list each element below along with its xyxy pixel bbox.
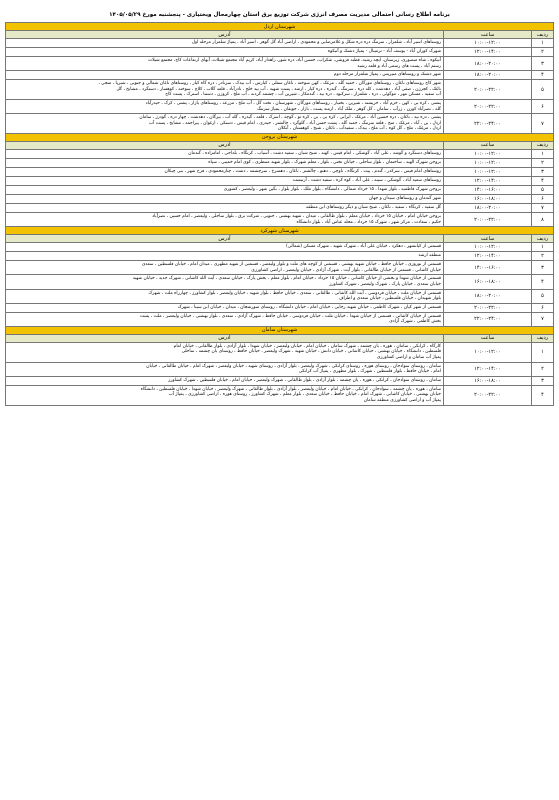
table-row [6, 362, 554, 376]
table-row [6, 149, 554, 158]
section-header [6, 326, 554, 334]
address-line: گله ، نصرآباد کورن ، زرآب ، سامان ، گل گوهر ، ملک آباد ، ارمند پست ، بازار ، جونقان ، پمپاژ سرتنگ [256, 106, 441, 112]
address-line: خیابان کاشانی ، قسمتی از خیابان طالقانی ، بلوار آیت ، شهرک آزادی ، خیابان ولیعصر ، اراضی کشاورزی [251, 267, 441, 273]
row-address [6, 212, 444, 226]
address-line: اردل ، بن ، آباد ، مرغک ، منج ، قلعه سرتنگ ، جمبه گله ، پست حسن آباد ، گلوگرد ، چالشتر ، حیدری ، امام قیس ، دستکی ، ارغوان ، پیراحمد ، مشایخ ، پست آب [148, 120, 441, 126]
section-title: شهرستان سامان [6, 326, 554, 334]
table-row [6, 99, 554, 113]
address-line: قسمتی از خیابان کاشانی ، قسمتی از خیابان شهدا ، خیابان ملت ، خیابان فردوسی ، خیابان حافظ ، شهرک آزادی ، سعدی ، بلوار بهشتی ، خیابان ولیعصر ، ملت ، پست [139, 313, 441, 319]
address-line: منطقه ارشد [418, 253, 441, 259]
schedule-table [5, 22, 554, 406]
row-address [6, 289, 444, 303]
row-number: ۷ [532, 312, 554, 326]
address-line: قسمتی از کیانشهر ، دهکرد ، خیابان علی آباد ، شهرک شهید ، شهرک مسکن (شمالی) [286, 244, 441, 250]
table-row [6, 176, 554, 185]
table-row [6, 71, 554, 80]
row-address [6, 167, 444, 176]
row-time: ۲۰:۰۰-۲۲:۰۰ [444, 80, 532, 100]
table-row [6, 114, 554, 134]
address-line: رستم آباد ، پست های رسمی آباد و قلعه رشید [357, 63, 441, 69]
row-time: ۱۶:۰۰-۱۸:۰۰ [444, 275, 532, 289]
address-header: آدرس [6, 334, 444, 342]
row-time: ۱۸:۰۰-۲۰:۰۰ [444, 71, 532, 80]
row-time: ۲۰:۰۰-۲۲:۰۰ [444, 212, 532, 226]
row-address [6, 385, 444, 405]
address-line: بروجن شهرک فاطمیه ، بلوار شهدا ، ۱۵ خرداد شمالی ، دانشگاه ، بلوار ملک ، بلوار بلوار ، نگین شهر ، ولیعصر ، کشوری [223, 187, 441, 193]
time-header: ساعت [444, 31, 532, 39]
section-title: شهرستان بروجن [6, 133, 554, 141]
row-number: ۴ [532, 385, 554, 405]
page-title: برنامه اطلاع رسانی احتمالی مدیریت مصرف انرژی شرکت توزیع برق استان چهارمحال وبختیاری - پنجشنبه مورخ ۱۴۰۵/۰۵/۲۹ [109, 12, 450, 18]
row-time: ۱۶:۰۰-۱۸:۰۰ [444, 376, 532, 385]
row-time: ۱۲:۰۰-۱۴:۰۰ [444, 362, 532, 376]
row-address [6, 149, 444, 158]
section-header [6, 227, 554, 235]
address-line: سامان ، هوره ، یان چشمه ، سوادجان ، کرانکی ، خیابان امام ، خیابان ولیعصر ، بلوار آزادی ، بلوار طالقانی ، شهرک ولیعصر ، خیابان شهدا ، خیابان فلسطین ، دانشگاه [140, 386, 441, 392]
address-line: خیابان بهشتی ، خیابان کاشانی ، شهرک امام ، خیابان حافظ ، خیابان سعدی ، بلوار معلم ، شهرک کشاورز ، روستای هوره ، اراضی کشاورزی ، پمپاژ آب [168, 392, 441, 398]
address-line: آتیکوه ، شاه منصوری، زیرستان، ایچه رشید، قطبه فروشی، شکراب، حسین آباد، دره شور، راهدار آباد، کریم آباد مجتمع شیلات، آبهای ارتفاعات کاج، مجتمع شیلات [147, 58, 441, 63]
address-line: شهر دشتک و روستاهای منیریس ، پمپاژ شلمزار مرحله دوم [333, 72, 441, 78]
column-header-row [6, 31, 554, 39]
table-row [6, 203, 554, 212]
address-line: روستاهای اسیر آباد ، شلمزار ، سرتنگ دره دره شکل و غلامرضایی و محمودی ، اراضی آباد گل گوهر ، اسیر آباد ، پمپاژ شلمزار مرحله اول [191, 40, 441, 46]
row-time: ۲۲:۰۰-۲۴:۰۰ [444, 312, 532, 326]
row-time: ۱۸:۰۰-۲۰:۰۰ [444, 289, 532, 303]
table-row [6, 252, 554, 261]
address-line: قسمتی از خیابان ملت ، خیابان فردوسی ، آیت الله کاشانی ، طالقانی ، سعدی ، خیابان حافظ ، بلوار شهید ، خیابان ولیعصر ، بلوار کشاورز ، چهارراه ملت ، شهرک [148, 290, 441, 296]
table-row [6, 158, 554, 167]
row-number: ۴ [532, 176, 554, 185]
table-row [6, 342, 554, 362]
table-row [6, 303, 554, 312]
row-address [6, 194, 444, 203]
row-time: ۱۶:۰۰-۱۸:۰۰ [444, 194, 532, 203]
row-address [6, 303, 444, 312]
table-row [6, 194, 554, 203]
time-header: ساعت [444, 141, 532, 149]
row-number: ۵ [532, 80, 554, 100]
row-number: ۱ [532, 243, 554, 252]
table-row [6, 39, 554, 48]
table-row [6, 185, 554, 194]
address-line: شهرک کوران آباد - یوسف آباد - ترمینال - پمپاژ دشتک و آتیکوه [327, 49, 441, 55]
column-header-row [6, 141, 554, 149]
row-address [6, 203, 444, 212]
address-line: شهر کاج روستاهای ناغان ، روستاهای مورگان ، جمبه گله ، مرغک ، کهن سوخته ، ناغان سفلی ، کیارس ، آب بیدک ، سرنادر ، دره گاه کیار ، روستاهای ناغان شمالی و جنوبی ، شیرپا ، منجی ، [98, 81, 441, 87]
address-line: روستاهای امام قیس ، سرکدر ، گندم ، پیت ، کرتگاه ، ناوچی ، دهنو ، چالشتر ، ناغان ، دهسرخ ، سرچشمه ، دشت ، چنارمحمودی ، فرخ شهر ، بنی چیکان [164, 169, 441, 175]
address-line: سامان ، روستای سوادجان ، کرانکی ، هوره ، یان چشمه ، بلوار آزادی ، بلوار طالقانی ، شهرک ولیعصر ، خیابان امام ، خیابان فلسطین ، شهرک کشاورز [168, 378, 441, 384]
row-address [6, 185, 444, 194]
table-row [6, 57, 554, 71]
row-time: ۱۰:۰۰-۱۲:۰۰ [444, 39, 532, 48]
address-line: خیابان سعدی ، خیابان پارک ، شهرک ولیعصر ، شهرک کشاورز [329, 281, 441, 287]
row-number: ۳ [532, 57, 554, 71]
row-address [6, 48, 444, 57]
address-header: آدرس [6, 31, 444, 39]
row-number: ۱ [532, 149, 554, 158]
row-address [6, 261, 444, 275]
table-row [6, 212, 554, 226]
row-time: ۱۰:۰۰-۱۲:۰۰ [444, 243, 532, 252]
address-line: حکیم ، سعادت ، مرکز شهر ، شهرک ۱۵ خرداد ، محله عباس آباد ، بلوار دانشگاه [296, 219, 441, 225]
section-title: شهرستان شهرکرد [6, 227, 554, 235]
row-address [6, 275, 444, 289]
table-row [6, 385, 554, 405]
row-time: ۱۰:۰۰-۱۲:۰۰ [444, 167, 532, 176]
row-time: ۲۲:۰۰-۲۴:۰۰ [444, 114, 532, 134]
row-number: ۲ [532, 362, 554, 376]
time-header: ساعت [444, 334, 532, 342]
row-address [6, 71, 444, 80]
time-header: ساعت [444, 235, 532, 243]
row-time: ۲۰:۰۰-۲۲:۰۰ [444, 303, 532, 312]
row-number: ۷ [532, 203, 554, 212]
row-address [6, 243, 444, 252]
radif-header: ردیف [532, 31, 554, 39]
row-number: ۳ [532, 261, 554, 275]
address-line: پمپاژ آب و اراضی کشاورزی منطقه سامان [363, 398, 441, 404]
section-header [6, 23, 554, 31]
row-address [6, 252, 444, 261]
row-number: ۱ [532, 39, 554, 48]
row-number: ۴ [532, 71, 554, 80]
table-row [6, 167, 554, 176]
address-header: آدرس [6, 235, 444, 243]
address-line: بروجن خیابان امام ، خیابان ۱۵ خرداد ، خیابان معلم ، بلوار طالقانی ، میدان ، شهید بهشتی ، جنوبی ، شرکت برق ، بلوار ساحلی ، ولیعصر ، امام حسین ، نصرآباد [152, 213, 441, 219]
address-line: کارگاه ، کرانکی ، سامان ، هوره ، یان چشمه ، شهرک سامان ، خیابان امام ، خیابان ولیعصر ، خیابان شهدا ، بلوار آزادی ، بلوار طالقانی ، خیابان امام [173, 343, 441, 349]
row-address [6, 39, 444, 48]
row-address [6, 57, 444, 71]
radif-header: ردیف [532, 334, 554, 342]
row-number: ۸ [532, 212, 554, 226]
table-row [6, 48, 554, 57]
row-number: ۶ [532, 194, 554, 203]
row-number: ۷ [532, 114, 554, 134]
address-line: قسمتی از نوروزی ، خیابان حافظ ، خیابان شهید بهشتی ، قسمتی از کوچه های ملت و بلوار ولیعصر ، قسمتی از شهید مطهری ، میدان امام ، خیابان فلسطین ، سعدی [141, 262, 441, 268]
table-row [6, 289, 554, 303]
address-line: بروجن شهرک الهیه ، ساختمان ، بلوار ساحلی ، خیابان تختی ، بلوار ، معلم شهرک ، بلوار شهید منتظری ، کوی امام خمینی ، سپاه [208, 160, 441, 166]
section-title: شهرستان اردل [6, 23, 554, 31]
row-time: ۱۸:۰۰-۲۰:۰۰ [444, 57, 532, 71]
table-row [6, 80, 554, 100]
address-line: گل سفید ، کرتگاه ، سفید ، ناغان ، شیخ شبان و دیگر روستاهای این منطقه [305, 205, 441, 211]
address-line: پشتی ، دره بید ، ناغان ، دره حسین آباد ، مرغک ، ایرانی ، کره بی ، بن ، کره تو ، گوچه ، اسرک ، قلعه ، گیدره ، گله آب ، بیرگان ، دهدشت ، چهار دره ، گودرز ، سامان [139, 115, 441, 121]
row-time: ۱۰:۰۰-۱۲:۰۰ [444, 149, 532, 158]
row-address [6, 80, 444, 100]
row-time: ۱۴:۰۰-۱۶:۰۰ [444, 185, 532, 194]
row-address [6, 312, 444, 326]
column-header-row [6, 334, 554, 342]
row-address [6, 114, 444, 134]
row-number: ۶ [532, 303, 554, 312]
row-address [6, 342, 444, 362]
address-line: شهر گندمان و روستاهای سیدان و جهان [368, 196, 441, 202]
row-number: ۶ [532, 99, 554, 113]
address-line: فلسطین ، دانشگاه ، خیابان بهشتی ، خیابان کاشانی ، خیابان دانش ، خیابان شهید ، شهرک ولیعصر ، خیابان حافظ ، روستای یان چشمه ، ساحلی [181, 349, 441, 355]
row-number: ۵ [532, 289, 554, 303]
address-line: امام ، خیابان حافظ ، بلوار فلسطین ، شهرک ، بلوار مطهری ، پمپاژ آب کرانکی [298, 369, 441, 375]
row-time: ۱۸:۰۰-۲۰:۰۰ [444, 203, 532, 212]
row-number: ۲ [532, 158, 554, 167]
row-address [6, 376, 444, 385]
address-line: روستاهای دستگرد و گوشه ، علی آباد ، گوشکی ، امام قیس ، کهنه ، شیخ شبان ، سفید دشت ، آسیاب ، کرتگاه ، بلداجی ، امامزاده ، گندمان [188, 151, 441, 157]
schedule-body [6, 23, 554, 406]
radif-header: ردیف [532, 235, 554, 243]
address-line: ناغک ، کجرزن ، صفی آباد ، دهدشت ، کله دره ، سرتنگ ، گیدره ، دره کیار ، ارمند ، پست شهید ، آب بید خلج ، نادرآباد ، قلعه گلاب ، کلاچ ، سوخته ، کوهسار ، دستگرد ، مشایخ ، گل [116, 86, 441, 92]
row-time: ۱۲:۰۰-۱۴:۰۰ [444, 252, 532, 261]
table-row [6, 243, 554, 252]
row-number: ۲ [532, 252, 554, 261]
address-line: اردل ، مرغک ، ملخ ، گل کوه ، آب ملخ ، بیدک ، سفیدآب ، ناغان ، شیخ ، کوهستان ، آبکلان [277, 126, 441, 132]
address-line: پشتی ، کره بی ، کهن ، خرم آباد ، خرپشته ، شیرین ، بختیار ، روستاهای مورگان ، شهرستان ، تخت گل ، آب ملخ ، مزرعه ، روستاهای بازار ، پشتی ، کرک ، حیدرآباد [145, 100, 441, 106]
address-header: آدرس [6, 141, 444, 149]
row-number: ۳ [532, 167, 554, 176]
address-line: پمپاژ آب سامان و اراضی کشاورزی [376, 355, 441, 361]
section-header [6, 133, 554, 141]
row-time: ۱۰:۰۰-۱۲:۰۰ [444, 342, 532, 362]
column-header-row [6, 235, 554, 243]
row-address [6, 99, 444, 113]
row-number: ۳ [532, 376, 554, 385]
table-row [6, 312, 554, 326]
row-address [6, 362, 444, 376]
table-row [6, 275, 554, 289]
row-number: ۱ [532, 342, 554, 362]
row-number: ۵ [532, 185, 554, 194]
address-line: روستاهای سعید آباد ، گوشکی ، سینه ، علی آباد ، کوه کره ، سفید دشت ، آرتیست [292, 178, 441, 184]
row-time: ۲۰:۰۰-۲۲:۰۰ [444, 99, 532, 113]
row-time: ۱۲:۰۰-۱۴:۰۰ [444, 176, 532, 185]
row-number: ۲ [532, 48, 554, 57]
address-line: قسمتی از شهر کیان ، شهرک کاظمی ، خیابان شهید رجایی ، خیابان امام ، خیابان دانشگاه ، روستای سورشجان ، میدان ، خیابان ابن سینا ، شهرک [177, 304, 441, 310]
address-line: بخش کاظمی ، شهرک آزادی [389, 319, 441, 325]
row-address [6, 158, 444, 167]
row-time: ۲۰:۰۰-۲۲:۰۰ [444, 385, 532, 405]
radif-header: ردیف [532, 141, 554, 149]
table-row [6, 376, 554, 385]
table-row [6, 261, 554, 275]
address-line: آب سفید ، مسکن مهر ، موگوئی ، دره ، شلمزار ، سرکبود ، دره بید ، گندمکار ، شیرین آب ، چشمه گردنه ، آب ملخ ، کروزن ، دستنا ، استرک ، پست کاج [165, 92, 441, 98]
address-line: سامان ، روستای سوادجان ، روستای هوره ، روستای کرانکی ، شهرک ولیعصر ، بلوار آزادی ، روستای شهید ، خیابان ولیعصر ، شهرک امام ، خیابان طالقانی ، خیابان [146, 363, 441, 369]
address-line: بلوار شهیدان ، خیابان فلسطین ، خیابان سعدی و اطراف [338, 296, 441, 302]
address-line: قسمتی از خیابان شهدا و بخشی از خیابان کاشانی ، خیابان ۱۵ خرداد ، خیابان امام ، بلوار معلم ، بخش پارک ، خیابان سعدی ، آیت الله کاشانی ، شهرک جدید ، خیابان شهید [132, 276, 441, 282]
row-number: ۴ [532, 275, 554, 289]
row-time: ۱۲:۰۰-۱۴:۰۰ [444, 48, 532, 57]
row-time: ۱۰:۰۰-۱۲:۰۰ [444, 158, 532, 167]
row-address [6, 176, 444, 185]
row-time: ۱۴:۰۰-۱۶:۰۰ [444, 261, 532, 275]
